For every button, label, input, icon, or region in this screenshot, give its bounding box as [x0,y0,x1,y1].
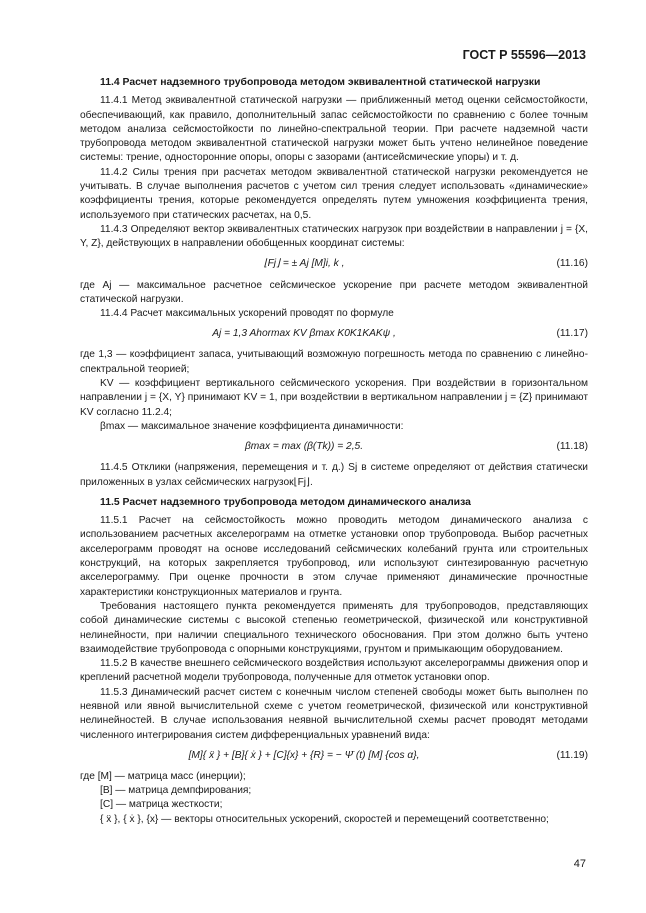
paragraph-11-4-5: 11.4.5 Отклики (напряжения, перемещения и т. д.) Sj в системе определяют от действия статически приложенных в узлах сейсмических нагрузок⌊Fj⌋. [80,462,588,488]
definition-item: где 1,3 — коэффициент запаса, учитывающий возможную погрешность метода по сравнению с линейно-спектральной теорией; [80,349,588,375]
paragraph-11-5-3: 11.5.3 Динамический расчет систем с конечным числом степеней свободы может быть выполнен по неявной или явной вычислительной схеме с учетом геометрической, физической или конструктивной нелинейностей. В случае использования неявной вычислительной схемы расчет проводят методами численного интегрирования систем дифференциальных уравнений вида: [80,686,588,741]
paragraph-11-5-2: 11.5.2 В качестве внешнего сейсмического воздействия используют акселерограммы движения опор и креплений расчетной модели трубопровода, полученные для отметок установки опор. [80,658,588,684]
definitions-list [80,348,588,434]
paragraph-11-4-4: 11.4.4 Расчет максимальных ускорений проводят по формуле [100,308,394,320]
equation-number: (11.18) [556,441,588,453]
definition-item: { ẍ }, { ẋ }, {x} — векторы относительных ускорений, скоростей и перемещений соответственно; [100,813,549,825]
definition-item: [B] — матрица демпфирования; [100,785,252,797]
equation-body: [M]{ ẍ } + [B]{ ẋ } + [C]{x} + {R} = − Ψ̈ (t) [M] {cos α}, [188,749,420,761]
definition-item: βmax — максимальное значение коэффициента динамичности: [100,420,404,432]
equation-body: Aj = 1,3 Ahormax KV βmax K0K1KAKψ , [212,328,396,340]
page-body [80,74,588,827]
definition-item: [C] — матрица жесткости; [100,799,223,811]
equation-11-16 [80,257,588,273]
definition-item: где [M] — матрица масс (инерции); [80,770,246,782]
equation-number: (11.17) [556,328,588,340]
equation-body: βmax = max (β(Tk)) = 2,5. [244,441,364,453]
equation-11-17 [80,326,588,342]
matrix-definitions [80,770,588,827]
equation-number: (11.19) [556,749,588,761]
page-number: 47 [573,858,586,870]
equation-11-19 [80,748,588,764]
section-11-5-title: 11.5 Расчет надземного трубопровода методом динамического анализа [100,496,471,508]
paragraph-11-5-1: 11.5.1 Расчет на сейсмостойкость можно проводить методом динамического анализа с использованием расчетных акселерограмм на отметке установки опор трубопровода. Выбор расчетных акселерограмм проводят на основе исследований сейсмических колебаний грунта или строительных конструкций, на которых закрепляется трубопровод, или используют синтезированную расчетную акселерограмму. При оценке прочности в этом случае применяют динамические прочностные характеристики конструкционных материалов и грунта. [80,515,588,598]
equation-number: (11.16) [556,258,588,270]
paragraph-requirements: Требования настоящего пункта рекомендуется применять для трубопроводов, представляющих собой динамические системы с высокой степенью геометрической, физической или конструктивной нелинейности, при наличии специального технического обоснования. При этом должно быть учтено взаимодействие трубопровода с опорными конструкциями, грунтом и примыкающим оборудованием. [80,600,588,655]
paragraph-11-4-3: 11.4.3 Определяют вектор эквивалентных статических нагрузок при воздействии в направлении j = {X, Y, Z}, действующих в направлении обобщенных координат системы: [80,223,588,250]
paragraph-11-4-2: 11.4.2 Силы трения при расчетах методом эквивалентной статической нагрузки рекомендуется не учитывать. В случае выполнения расчетов с учетом сил трения следует использовать «динамические» коэффициенты трения, которые рекомендуется определять путем умножения коэффициента трения, используемого при статических расчетах, на 0,5. [80,166,588,221]
paragraph-11-4-1: 11.4.1 Метод эквивалентной статической нагрузки — приближенный метод оценки сейсмостойкости, обеспечивающий, как правило, дополнительный запас сейсмостойкости по сравнению с более точным методом анализа сейсмостойкости по линейно-спектральной теории. При расчете надземной части трубопровода методом эквивалентной статической нагрузки может быть учтено нелинейное поведение системы: трение, односторонние опоры, опоры с зазорами (антисейсмические упоры) и т. д. [80,95,588,164]
document-header: ГОСТ Р 55596—2013 [462,48,586,62]
definition-aj: где Aj — максимальное расчетное сейсмическое ускорение при расчете методом эквивалентной статической нагрузки. [80,279,588,305]
section-11-4-title: 11.4 Расчет надземного трубопровода методом эквивалентной статической нагрузки [100,77,541,88]
equation-11-18 [80,439,588,455]
equation-body: ⌊Fj⌋ = ± Aj [M]i, k , [263,258,345,270]
definition-item: KV — коэффициент вертикального сейсмического ускорения. При воздействии в горизонтальном направлении j = {X, Y} принимают KV = 1, при воздействии в вертикальном направлении j = {Z} принимают KV согласно 11.2.4; [80,378,588,418]
